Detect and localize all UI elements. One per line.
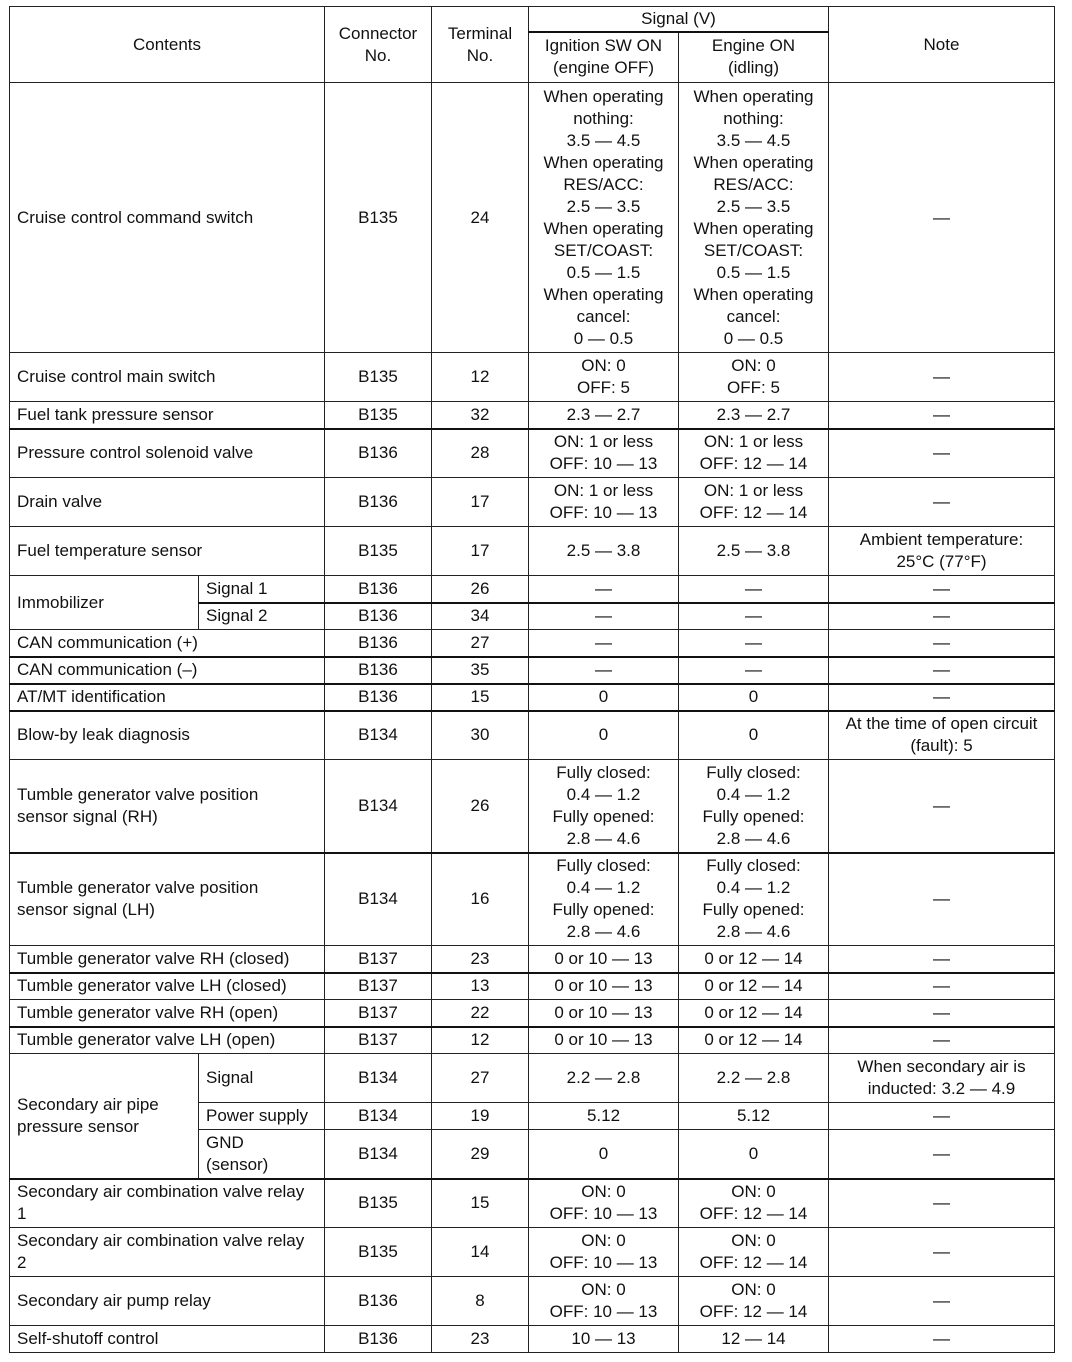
terminal-no: 12 (432, 353, 529, 402)
connector-no: B134 (325, 1054, 432, 1103)
signal-engine-on: ON: 0 OFF: 12 — 14 (679, 1179, 829, 1228)
signal-ignition-on: ON: 0 OFF: 10 — 13 (529, 1277, 679, 1326)
note: — (829, 576, 1055, 603)
row-sub-contents: Signal 1 (199, 576, 325, 603)
header-contents: Contents (10, 7, 325, 83)
table-row (10, 630, 1055, 657)
row-sub-contents: GND (sensor) (199, 1130, 325, 1179)
terminal-no: 27 (432, 1054, 529, 1103)
connector-no: B137 (325, 946, 432, 973)
signal-ignition-on: When operating nothing: 3.5 — 4.5 When operating RES/ACC: 2.5 — 3.5 When operating SET/COAST: 0.5 — 1.5 When operating cancel: 0 — 0.5 (529, 83, 679, 353)
note: Ambient temperature: 25°C (77°F) (829, 527, 1055, 576)
signal-engine-on: 0 (679, 711, 829, 760)
signal-engine-on: ON: 1 or less OFF: 12 — 14 (679, 478, 829, 527)
header-terminal-no: Terminal No. (432, 7, 529, 83)
row-contents: Fuel tank pressure sensor (10, 402, 325, 429)
signal-ignition-on: 2.3 — 2.7 (529, 402, 679, 429)
signal-ignition-on: — (529, 603, 679, 630)
connector-no: B136 (325, 1326, 432, 1353)
signal-engine-on: 0 (679, 684, 829, 711)
signal-engine-on: 0 or 12 — 14 (679, 1027, 829, 1054)
connector-no: B134 (325, 1103, 432, 1130)
row-sub-contents: Power supply (199, 1103, 325, 1130)
table-row (10, 576, 1055, 603)
note: — (829, 429, 1055, 478)
terminal-no: 15 (432, 684, 529, 711)
table-row (10, 1277, 1055, 1326)
terminal-no: 23 (432, 1326, 529, 1353)
table-row (10, 853, 1055, 946)
signal-ignition-on: 2.2 — 2.8 (529, 1054, 679, 1103)
row-contents: Cruise control main switch (10, 353, 325, 402)
table-row (10, 527, 1055, 576)
signal-engine-on: — (679, 630, 829, 657)
signal-ignition-on: 2.5 — 3.8 (529, 527, 679, 576)
terminal-no: 30 (432, 711, 529, 760)
connector-no: B135 (325, 1228, 432, 1277)
note: When secondary air is inducted: 3.2 — 4.9 (829, 1054, 1055, 1103)
note: — (829, 657, 1055, 684)
signal-ignition-on: 0 (529, 684, 679, 711)
signal-engine-on: 2.5 — 3.8 (679, 527, 829, 576)
note: — (829, 973, 1055, 1000)
connector-no: B134 (325, 760, 432, 853)
note: — (829, 1179, 1055, 1228)
table-row (10, 973, 1055, 1000)
connector-no: B134 (325, 853, 432, 946)
connector-no: B136 (325, 429, 432, 478)
note: — (829, 353, 1055, 402)
row-contents: Secondary air combination valve relay 1 (10, 1179, 325, 1228)
connector-no: B137 (325, 1000, 432, 1027)
note: — (829, 1228, 1055, 1277)
signal-ignition-on: ON: 1 or less OFF: 10 — 13 (529, 429, 679, 478)
terminal-no: 15 (432, 1179, 529, 1228)
signal-engine-on: 0 (679, 1130, 829, 1179)
signal-ignition-on: 0 or 10 — 13 (529, 1000, 679, 1027)
signal-engine-on: — (679, 603, 829, 630)
row-contents: Cruise control command switch (10, 83, 325, 353)
signal-engine-on: ON: 0 OFF: 12 — 14 (679, 1277, 829, 1326)
row-contents: CAN communication (+) (10, 630, 325, 657)
signal-engine-on: — (679, 576, 829, 603)
table-row (10, 478, 1055, 527)
signal-engine-on: 0 or 12 — 14 (679, 946, 829, 973)
terminal-no: 34 (432, 603, 529, 630)
connector-no: B136 (325, 1277, 432, 1326)
connector-no: B136 (325, 603, 432, 630)
row-contents: Tumble generator valve RH (closed) (10, 946, 325, 973)
row-contents: Tumble generator valve position sensor signal (RH) (10, 760, 325, 853)
terminal-no: 13 (432, 973, 529, 1000)
note: — (829, 478, 1055, 527)
signal-ignition-on: ON: 1 or less OFF: 10 — 13 (529, 478, 679, 527)
row-contents: Tumble generator valve position sensor signal (LH) (10, 853, 325, 946)
table-row (10, 1027, 1055, 1054)
table-row (10, 1326, 1055, 1353)
note: — (829, 1000, 1055, 1027)
terminal-no: 23 (432, 946, 529, 973)
terminal-no: 32 (432, 402, 529, 429)
signal-engine-on: 2.2 — 2.8 (679, 1054, 829, 1103)
connector-no: B135 (325, 83, 432, 353)
note: — (829, 402, 1055, 429)
row-sub-contents: Signal 2 (199, 603, 325, 630)
signal-engine-on: 5.12 (679, 1103, 829, 1130)
note: — (829, 630, 1055, 657)
note: — (829, 946, 1055, 973)
terminal-no: 26 (432, 576, 529, 603)
row-contents: Immobilizer (10, 576, 199, 630)
signal-engine-on: ON: 1 or less OFF: 12 — 14 (679, 429, 829, 478)
terminal-no: 22 (432, 1000, 529, 1027)
note: — (829, 760, 1055, 853)
table-row (10, 946, 1055, 973)
signal-engine-on: ON: 0 OFF: 12 — 14 (679, 1228, 829, 1277)
note: — (829, 1326, 1055, 1353)
note: — (829, 603, 1055, 630)
terminal-no: 24 (432, 83, 529, 353)
terminal-no: 28 (432, 429, 529, 478)
row-contents: Secondary air pipe pressure sensor (10, 1054, 199, 1179)
header-ignition-on: Ignition SW ON (engine OFF) (529, 32, 679, 83)
note: — (829, 1103, 1055, 1130)
terminal-no: 17 (432, 478, 529, 527)
note: — (829, 1027, 1055, 1054)
signal-table-sheet (9, 6, 1055, 1353)
row-contents: Self-shutoff control (10, 1326, 325, 1353)
row-contents: Drain valve (10, 478, 325, 527)
signal-engine-on: 12 — 14 (679, 1326, 829, 1353)
signal-ignition-on: 0 (529, 711, 679, 760)
signal-engine-on: Fully closed: 0.4 — 1.2 Fully opened: 2.8 — 4.6 (679, 760, 829, 853)
note: — (829, 1130, 1055, 1179)
connector-no: B135 (325, 527, 432, 576)
signal-ignition-on: ON: 0 OFF: 10 — 13 (529, 1179, 679, 1228)
table-row (10, 760, 1055, 853)
row-contents: Tumble generator valve RH (open) (10, 1000, 325, 1027)
table-row (10, 83, 1055, 353)
signal-ignition-on: — (529, 630, 679, 657)
table-row (10, 353, 1055, 402)
signal-engine-on: 0 or 12 — 14 (679, 1000, 829, 1027)
table-row (10, 1000, 1055, 1027)
terminal-no: 29 (432, 1130, 529, 1179)
terminal-no: 16 (432, 853, 529, 946)
connector-no: B136 (325, 657, 432, 684)
terminal-no: 19 (432, 1103, 529, 1130)
terminal-no: 27 (432, 630, 529, 657)
row-contents: Tumble generator valve LH (open) (10, 1027, 325, 1054)
connector-no: B134 (325, 711, 432, 760)
connector-no: B137 (325, 1027, 432, 1054)
header-note: Note (829, 7, 1055, 83)
table-row (10, 657, 1055, 684)
connector-no: B137 (325, 973, 432, 1000)
note: — (829, 83, 1055, 353)
connector-no: B136 (325, 576, 432, 603)
note: — (829, 853, 1055, 946)
signal-ignition-on: ON: 0 OFF: 5 (529, 353, 679, 402)
signal-ignition-on: 0 or 10 — 13 (529, 1027, 679, 1054)
signal-engine-on: — (679, 657, 829, 684)
note: — (829, 684, 1055, 711)
signal-ignition-on: 10 — 13 (529, 1326, 679, 1353)
signal-ignition-on: 0 (529, 1130, 679, 1179)
table-row (10, 1228, 1055, 1277)
header-engine-on: Engine ON (idling) (679, 32, 829, 83)
signal-ignition-on: Fully closed: 0.4 — 1.2 Fully opened: 2.8 — 4.6 (529, 853, 679, 946)
terminal-no: 14 (432, 1228, 529, 1277)
table-row (10, 1054, 1055, 1103)
row-contents: AT/MT identification (10, 684, 325, 711)
connector-no: B134 (325, 1130, 432, 1179)
row-contents: Fuel temperature sensor (10, 527, 325, 576)
connector-no: B135 (325, 353, 432, 402)
terminal-no: 17 (432, 527, 529, 576)
terminal-no: 8 (432, 1277, 529, 1326)
signal-engine-on: 0 or 12 — 14 (679, 973, 829, 1000)
terminal-no: 26 (432, 760, 529, 853)
signal-ignition-on: 0 or 10 — 13 (529, 946, 679, 973)
terminal-no: 12 (432, 1027, 529, 1054)
table-row (10, 684, 1055, 711)
header-connector-no: Connector No. (325, 7, 432, 83)
signal-engine-on: 2.3 — 2.7 (679, 402, 829, 429)
table-row (10, 429, 1055, 478)
row-contents: Tumble generator valve LH (closed) (10, 973, 325, 1000)
ecm-signal-table (9, 6, 1055, 1353)
row-contents: Blow-by leak diagnosis (10, 711, 325, 760)
table-row (10, 711, 1055, 760)
connector-no: B135 (325, 1179, 432, 1228)
header-signal: Signal (V) (529, 7, 829, 32)
row-sub-contents: Signal (199, 1054, 325, 1103)
connector-no: B136 (325, 630, 432, 657)
signal-ignition-on: Fully closed: 0.4 — 1.2 Fully opened: 2.8 — 4.6 (529, 760, 679, 853)
signal-ignition-on: ON: 0 OFF: 10 — 13 (529, 1228, 679, 1277)
table-row (10, 1179, 1055, 1228)
signal-ignition-on: 5.12 (529, 1103, 679, 1130)
row-contents: Secondary air pump relay (10, 1277, 325, 1326)
signal-engine-on: ON: 0 OFF: 5 (679, 353, 829, 402)
table-row (10, 402, 1055, 429)
note: — (829, 1277, 1055, 1326)
signal-ignition-on: — (529, 657, 679, 684)
row-contents: Secondary air combination valve relay 2 (10, 1228, 325, 1277)
signal-engine-on: When operating nothing: 3.5 — 4.5 When operating RES/ACC: 2.5 — 3.5 When operating SET/COAST: 0.5 — 1.5 When operating cancel: 0 — 0.5 (679, 83, 829, 353)
row-contents: CAN communication (–) (10, 657, 325, 684)
connector-no: B136 (325, 684, 432, 711)
connector-no: B135 (325, 402, 432, 429)
signal-ignition-on: — (529, 576, 679, 603)
row-contents: Pressure control solenoid valve (10, 429, 325, 478)
note: At the time of open circuit (fault): 5 (829, 711, 1055, 760)
connector-no: B136 (325, 478, 432, 527)
signal-engine-on: Fully closed: 0.4 — 1.2 Fully opened: 2.8 — 4.6 (679, 853, 829, 946)
terminal-no: 35 (432, 657, 529, 684)
signal-ignition-on: 0 or 10 — 13 (529, 973, 679, 1000)
